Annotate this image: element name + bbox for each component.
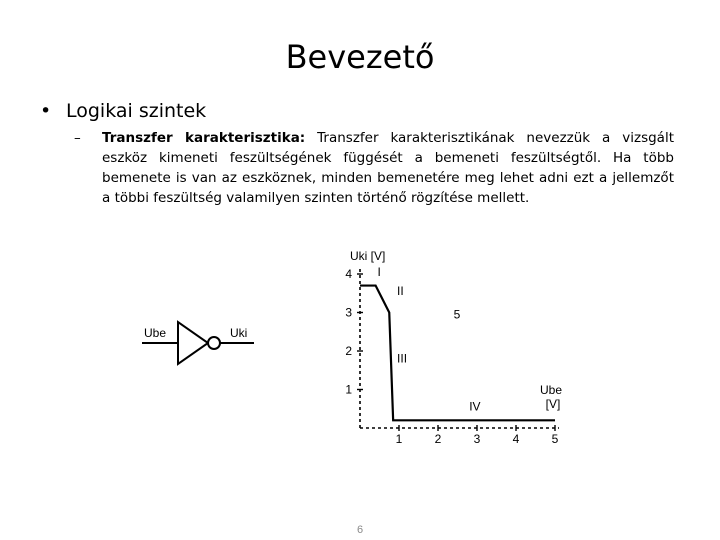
y-tick-label: 4 — [345, 267, 352, 281]
region-label: 5 — [453, 307, 461, 322]
y-tick-label: 2 — [345, 344, 352, 358]
x-tick-label: 2 — [434, 432, 442, 446]
inverter-diagram — [138, 310, 258, 370]
slide-title: Bevezető — [285, 38, 435, 76]
term-label: Transzfer karakterisztika: — [102, 130, 306, 146]
sub-bullet-paragraph — [102, 128, 674, 208]
buffer-triangle — [178, 322, 208, 364]
x-tick-label: 3 — [473, 432, 481, 446]
inverter-input-label: Ube — [144, 326, 167, 340]
sub-bullet-marker: – — [74, 130, 81, 146]
inverter-output-label: Uki — [230, 326, 248, 340]
region-label: II — [397, 284, 404, 299]
x-tick-label: 1 — [395, 432, 403, 446]
sub-bullet — [74, 128, 674, 208]
x-tick-label: 5 — [551, 432, 559, 446]
transfer-curve — [360, 286, 555, 421]
y-tick-label: 1 — [345, 382, 352, 397]
bullet-marker: • — [40, 100, 52, 122]
x-axis-label: Ube — [539, 383, 563, 397]
y-axis-label: Uki [V] — [350, 249, 386, 263]
bullet-item — [40, 100, 206, 122]
region-label: IV — [469, 399, 481, 414]
x-axis-unit: [V] — [545, 397, 561, 411]
page-number: 6 — [356, 524, 364, 536]
y-tick-label: 3 — [345, 305, 352, 320]
bullet-text: Logikai szintek — [66, 100, 207, 122]
definition-text: Transzfer karakterisztikának nevezzük a vizsgált eszköz kimeneti feszültségének függését a bemeneti feszültségtől. Ha több bemenete is van az eszköznek, minden bemenetére meg lehet adni ezt a jellemzőt a többi feszültség valamilyen szinten történő rögzítése mellett. — [102, 130, 675, 206]
region-label: III — [397, 351, 408, 366]
region-label: I — [377, 264, 381, 279]
transfer-chart — [330, 238, 590, 448]
inversion-bubble — [208, 337, 220, 349]
x-tick-label: 4 — [512, 432, 520, 446]
